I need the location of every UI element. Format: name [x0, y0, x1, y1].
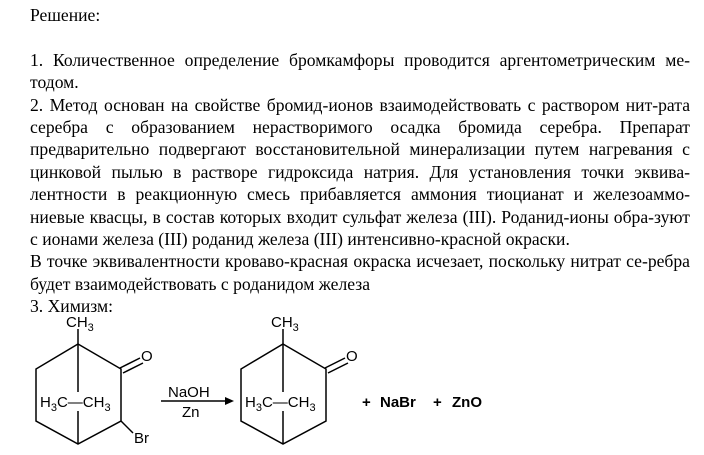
reactant-top-methyl: $CH_3$	[66, 314, 94, 334]
reactant-bridge-methyls: $H_3C—CH_3$	[40, 394, 111, 414]
reaction-arrow-head	[225, 397, 234, 405]
product-bridge-methyls: $H_3C—CH_3$	[245, 394, 316, 414]
reactant-oxygen: O	[141, 348, 153, 365]
reagent-zn: Zn	[182, 404, 200, 421]
paragraph-3: В точке эквивалентности кроваво-красная окраска исчезает, поскольку нитрат се-ребра будет взаимодействовать с роданидом железа	[30, 251, 690, 294]
reagent-naoh: NaOH	[168, 384, 210, 401]
paragraph-1: 1. Количественное определение бромкамфоры проводится аргентометрическим ме-тодом.	[30, 49, 690, 93]
solution-document	[30, 4, 690, 318]
reactant-bromocamphor	[36, 314, 153, 447]
reaction-arrow-group	[161, 384, 234, 421]
product-top-methyl: $CH_3$	[271, 314, 299, 334]
byproduct-zno: ZnO	[452, 394, 482, 411]
byproduct-nabr: NaBr	[380, 394, 416, 411]
paragraph-2: 2. Метод основан на свойстве бромид-ионов взаимодействовать с раствором нит-рата серебра с образованием нерастворимого осадка бромида серебра. Препарат предварительно подвергают восстановительной минерализации путем нагревания с цинковой пылью в растворе гидроксида натрия. Для установления точки эквива-лентности в реакционную смесь прибавляется аммония тиоцианат и железоаммо-ниевые квасцы, в состав которых входит сульфат железа (III). Роданид-ионы обра-зуют с ионами железа (III) роданид железа (III) интенсивно-красной окраски.	[30, 94, 690, 250]
paragraph-4: 3. Химизм:	[30, 296, 113, 317]
reactant-bromine: Br	[134, 430, 149, 447]
solution-heading: Решение:	[30, 5, 101, 25]
plus-sign-1: +	[362, 394, 371, 411]
reactant-br-bond	[121, 421, 133, 433]
product-oxygen: O	[346, 348, 358, 365]
product-camphor	[241, 314, 358, 444]
blank-line	[30, 26, 690, 48]
plus-sign-2: +	[433, 394, 442, 411]
reaction-scheme	[30, 313, 500, 455]
